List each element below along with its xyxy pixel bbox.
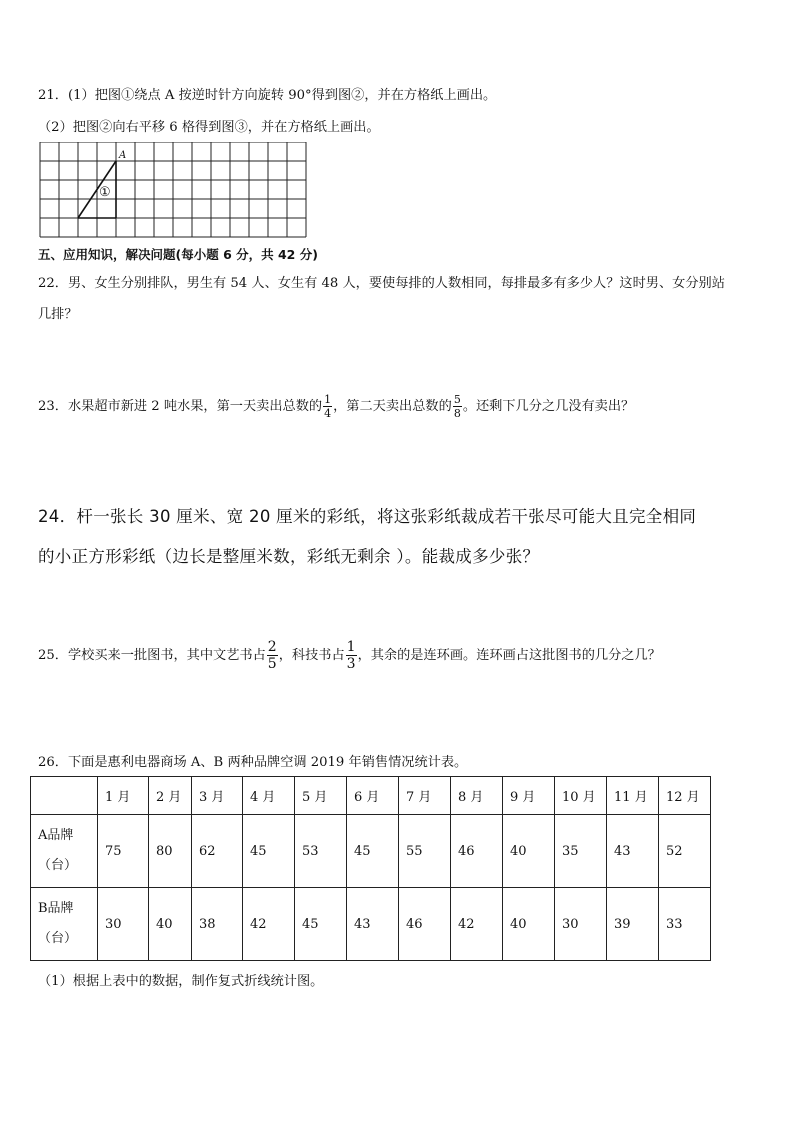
table-header-cell: 3 月 <box>192 777 243 815</box>
q22-line1: 22．男、女生分别排队，男生有 54 人、女生有 48 人，要使每排的人数相同，每排最多有多少人？这时男、女分别站 <box>38 276 725 291</box>
table-cell: 46 <box>399 888 451 961</box>
table-cell: 35 <box>555 815 607 888</box>
q23-fraction-2: $\frac{5}{8}$ <box>453 393 461 420</box>
q21-grid-figure <box>39 142 307 239</box>
table-cell: 75 <box>98 815 149 888</box>
grid-lines <box>40 142 306 237</box>
table-cell: 38 <box>192 888 243 961</box>
q25-after: ，其余的是连环画。连环画占这批图书的几分之几？ <box>357 648 661 663</box>
table-cell: 52 <box>659 815 711 888</box>
q26-intro: 26．下面是惠利电器商场 A、B 两种品牌空调 2019 年销售情况统计表。 <box>38 755 468 770</box>
table-cell: 53 <box>295 815 347 888</box>
q23-after: 。还剩下几分之几没有卖出？ <box>462 399 635 414</box>
point-a-label: A <box>119 150 127 161</box>
q25-middle: ，科技书占 <box>278 648 345 663</box>
figure1-label: ① <box>99 185 111 200</box>
table-cell: 43 <box>607 815 659 888</box>
table-cell: 43 <box>347 888 399 961</box>
table-header-cell: 11 月 <box>607 777 659 815</box>
q25-fraction-1: $\frac{2}{5}$ <box>267 639 277 672</box>
table-cell: 30 <box>98 888 149 961</box>
table-header-cell: 1 月 <box>98 777 149 815</box>
q21-part1: 21．(1）把图①绕点 A 按逆时针方向旋转 90°得到图②，并在方格纸上画出。 <box>38 88 497 103</box>
q22-line2: 几排？ <box>38 307 78 322</box>
section5-heading: 五、应用知识，解决问题(每小题 6 分，共 42 分) <box>38 247 318 262</box>
table-cell: 42 <box>451 888 503 961</box>
q24-line1: 24．杆一张长 30 厘米、宽 20 厘米的彩纸，将这张彩纸裁成若干张尽可能大且完全相同 <box>38 507 697 526</box>
table-cell: 33 <box>659 888 711 961</box>
table-cell: 45 <box>243 815 295 888</box>
table-header-cell: 7 月 <box>399 777 451 815</box>
table-corner-cell <box>31 777 98 815</box>
table-cell: 40 <box>503 815 555 888</box>
q25-text <box>38 640 661 671</box>
table-header-cell: 2 月 <box>149 777 192 815</box>
q25-fraction-2: $\frac{1}{3}$ <box>346 639 356 672</box>
table-header-cell: 9 月 <box>503 777 555 815</box>
q23-fraction-1: $\frac{1}{4}$ <box>324 393 332 420</box>
q26-subquestion-1: （1）根据上表中的数据，制作复式折线统计图。 <box>38 974 324 989</box>
table-cell: 30 <box>555 888 607 961</box>
q23-before: 23．水果超市新进 2 吨水果，第一天卖出总数的 <box>38 399 323 414</box>
sales-table <box>30 776 711 961</box>
table-header-cell: 8 月 <box>451 777 503 815</box>
table-header-cell: 4 月 <box>243 777 295 815</box>
table-cell: 45 <box>347 815 399 888</box>
table-header-cell: 5 月 <box>295 777 347 815</box>
table-cell: 39 <box>607 888 659 961</box>
table-cell: 80 <box>149 815 192 888</box>
table-header-cell: 12 月 <box>659 777 711 815</box>
table-cell: 46 <box>451 815 503 888</box>
table-cell: 40 <box>149 888 192 961</box>
table-cell: 42 <box>243 888 295 961</box>
table-cell: 40 <box>503 888 555 961</box>
table-cell: 55 <box>399 815 451 888</box>
table-header-row <box>31 777 711 815</box>
row-label-a: A品牌 （台） <box>31 815 98 888</box>
q25-before: 25．学校买来一批图书，其中文艺书占 <box>38 648 266 663</box>
q23-text <box>38 394 634 419</box>
table-row-b <box>31 888 711 961</box>
q24-line2: 的小正方形彩纸（边长是整厘米数，彩纸无剩余 ）。能裁成多少张？ <box>38 547 540 566</box>
q23-middle: ，第二天卖出总数的 <box>333 399 452 414</box>
row-label-b: B品牌 （台） <box>31 888 98 961</box>
table-header-cell: 10 月 <box>555 777 607 815</box>
table-header-cell: 6 月 <box>347 777 399 815</box>
table-row-a <box>31 815 711 888</box>
table-cell: 62 <box>192 815 243 888</box>
q21-part2: （2）把图②向右平移 6 格得到图③，并在方格纸上画出。 <box>38 120 380 135</box>
table-cell: 45 <box>295 888 347 961</box>
